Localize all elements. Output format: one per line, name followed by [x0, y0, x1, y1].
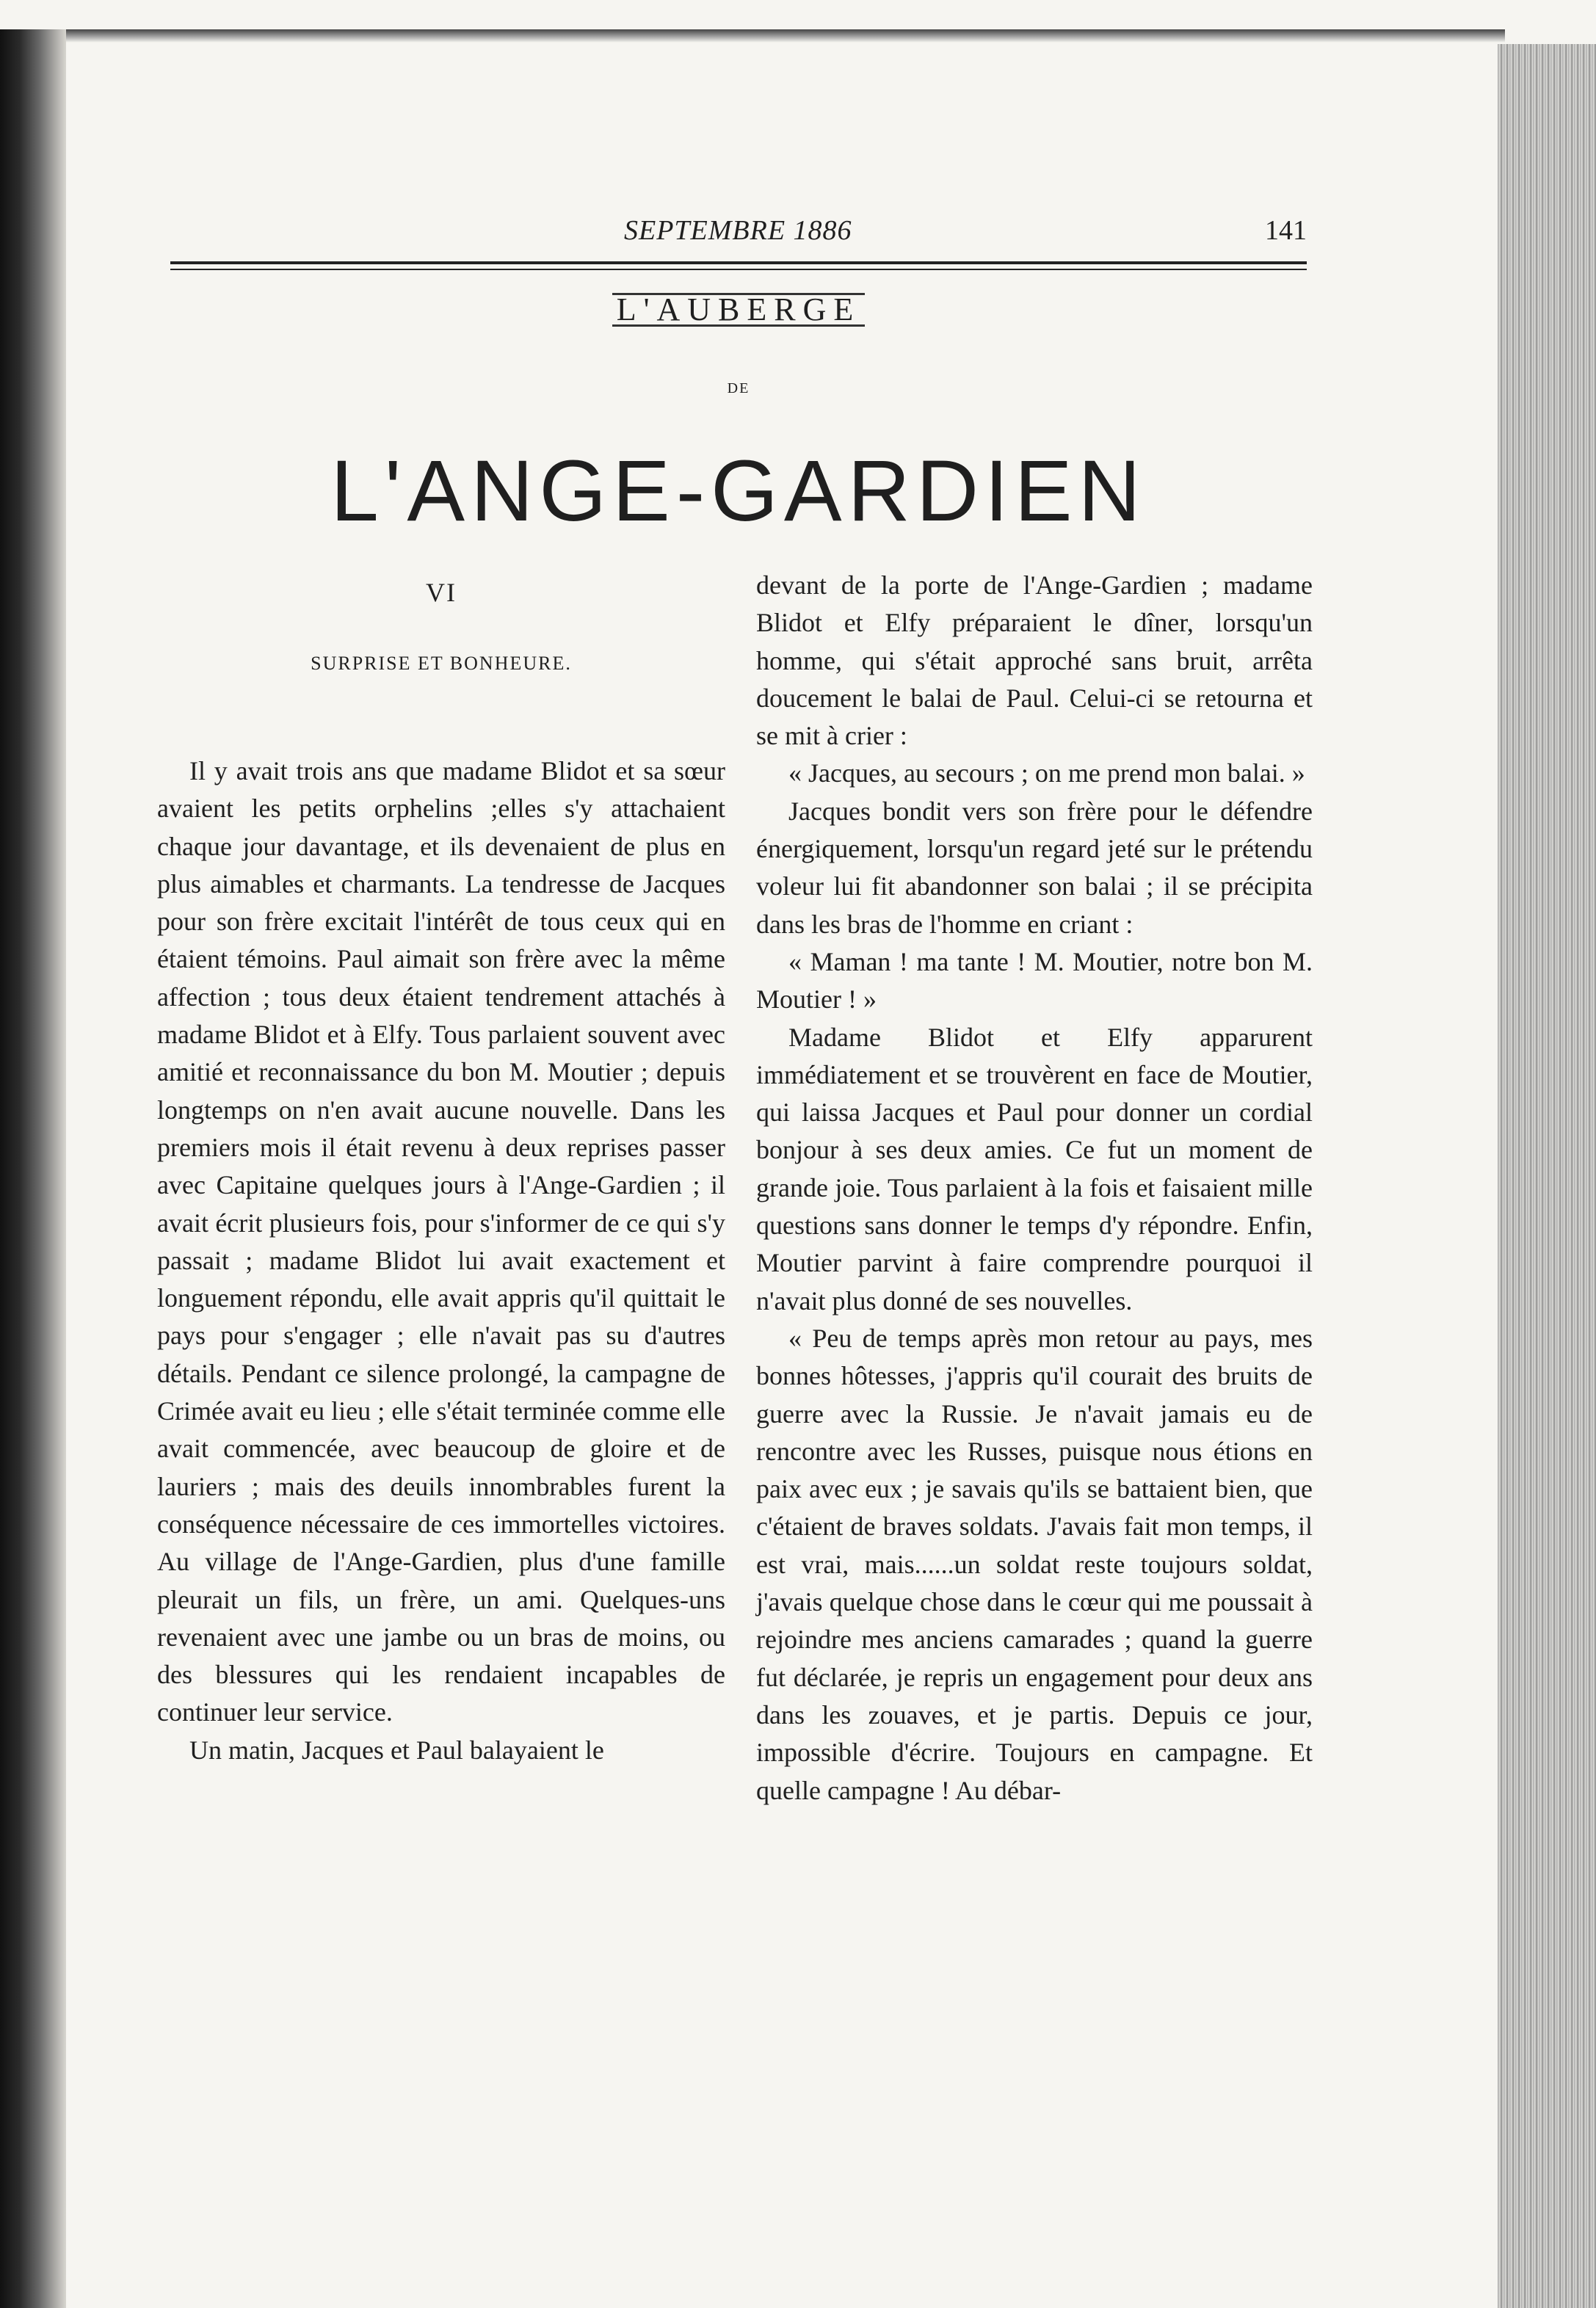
- chapter-number: VI: [426, 578, 457, 607]
- running-head: [169, 214, 1307, 258]
- paragraph: Il y avait trois ans que madame Blidot et sa sœur avaient les petits orphelins ;elles s'y attachaient chaque jour davantage, et ils devenaient de plus en plus aimables et charmants. La tendresse de Jacques pour son frère excitait l'intérêt de tous ceux qui en étaient témoins. Paul aimait son frère avec la même affection ; tous deux étaient tendrement attachés à madame Blidot et à Elfy. Tous parlaient souvent avec amitié et reconnaissance du bon M. Moutier ; depuis longtemps on n'en avait aucune nouvelle. Dans les premiers mois il était revenu à deux reprises passer avec Capitaine quelques jours à l'Ange-Gardien ; il avait écrit plusieurs fois, pour s'informer de ce qui s'y passait ; madame Blidot lui avait exactement et longuement répondu, elle avait appris qu'il quittait le pays pour s'engager ; elle n'avait pas su d'autres détails. Pendant ce silence prolongé, la campagne de Crimée avait eu lieu ; elle s'était terminée comme elle avait commencée, avec beaucoup de gloire et de lauriers ; mais des deuils innombrables furent la conséquence nécessaire de ces immortelles victoires. Au village de l'Ange-Gardien, plus d'une famille pleurait un fils, un frère, un ami. Quelques-uns revenaient avec une jambe ou un bras de moins, ou des blessures qui les rendaient incapables de continuer leur service.: [157, 756, 725, 1727]
- page-number: 141: [1265, 215, 1307, 246]
- header-rule-thick: [170, 261, 1307, 264]
- left-column: [157, 752, 725, 1769]
- chapter-subtitle: SURPRISE ET BONHEURE.: [311, 653, 572, 674]
- paragraph: Madame Blidot et Elfy apparurent immédiatement et se trouvèrent en face de Moutier, qui laissa Jacques et Paul pour donner un cordial bonjour à ses deux amies. Ce fut un moment de grande joie. Tous parlaient à la fois et faisaient mille questions sans donner le temps d'y répondre. Enfin, Moutier parvint à faire comprendre pourquoi il n'avait plus donné de ses nouvelles.: [756, 1022, 1313, 1316]
- paragraph: Un matin, Jacques et Paul balayaient le: [189, 1735, 604, 1765]
- right-column: [756, 567, 1313, 1810]
- header-rule-thin: [170, 269, 1307, 270]
- title-line-1: [170, 291, 1307, 328]
- title-line-2: DE: [727, 380, 750, 396]
- title-auberge: L'AUBERGE: [612, 293, 866, 327]
- paragraph: « Maman ! ma tante ! M. Moutier, notre bon M. Moutier ! »: [756, 946, 1313, 1015]
- paragraph: devant de la porte de l'Ange-Gardien ; madame Blidot et Elfy préparaient le dîner, lorsqu'un homme, qui s'était approché sans bruit, arrêta doucement le balai de Paul. Celui-ci se retourna et se mit à crier :: [756, 570, 1313, 751]
- paragraph: « Jacques, au secours ; on me prend mon balai. »: [788, 758, 1305, 788]
- title-main: L'ANGE-GARDIEN: [330, 443, 1147, 540]
- running-title: SEPTEMBRE 1886: [624, 215, 852, 246]
- paragraph: « Peu de temps après mon retour au pays, mes bonnes hôtesses, j'appris qu'il courait des bruits de guerre avec la Russie. Je n'avait jamais eu de rencontre avec les Russes, puisque nous étions en paix avec eux ; je savais qu'ils se battaient bien, que c'étaient de braves soldats. J'avais fait mon temps, il est vrai, mais......un soldat reste toujours soldat, j'avais quelque chose dans le cœur qui me poussait à rejoindre mes anciens camarades ; quand la guerre fut déclarée, je repris un engagement pour deux ans dans les zouaves, et je partis. Depuis ce jour, impossible d'écrire. Toujours en campagne. Et quelle campagne ! Au débar-: [756, 1323, 1313, 1805]
- paragraph: Jacques bondit vers son frère pour le défendre énergiquement, lorsqu'un regard jeté sur le prétendu voleur lui fit abandonner son balai ; il se précipita dans les bras de l'homme en criant :: [756, 796, 1313, 939]
